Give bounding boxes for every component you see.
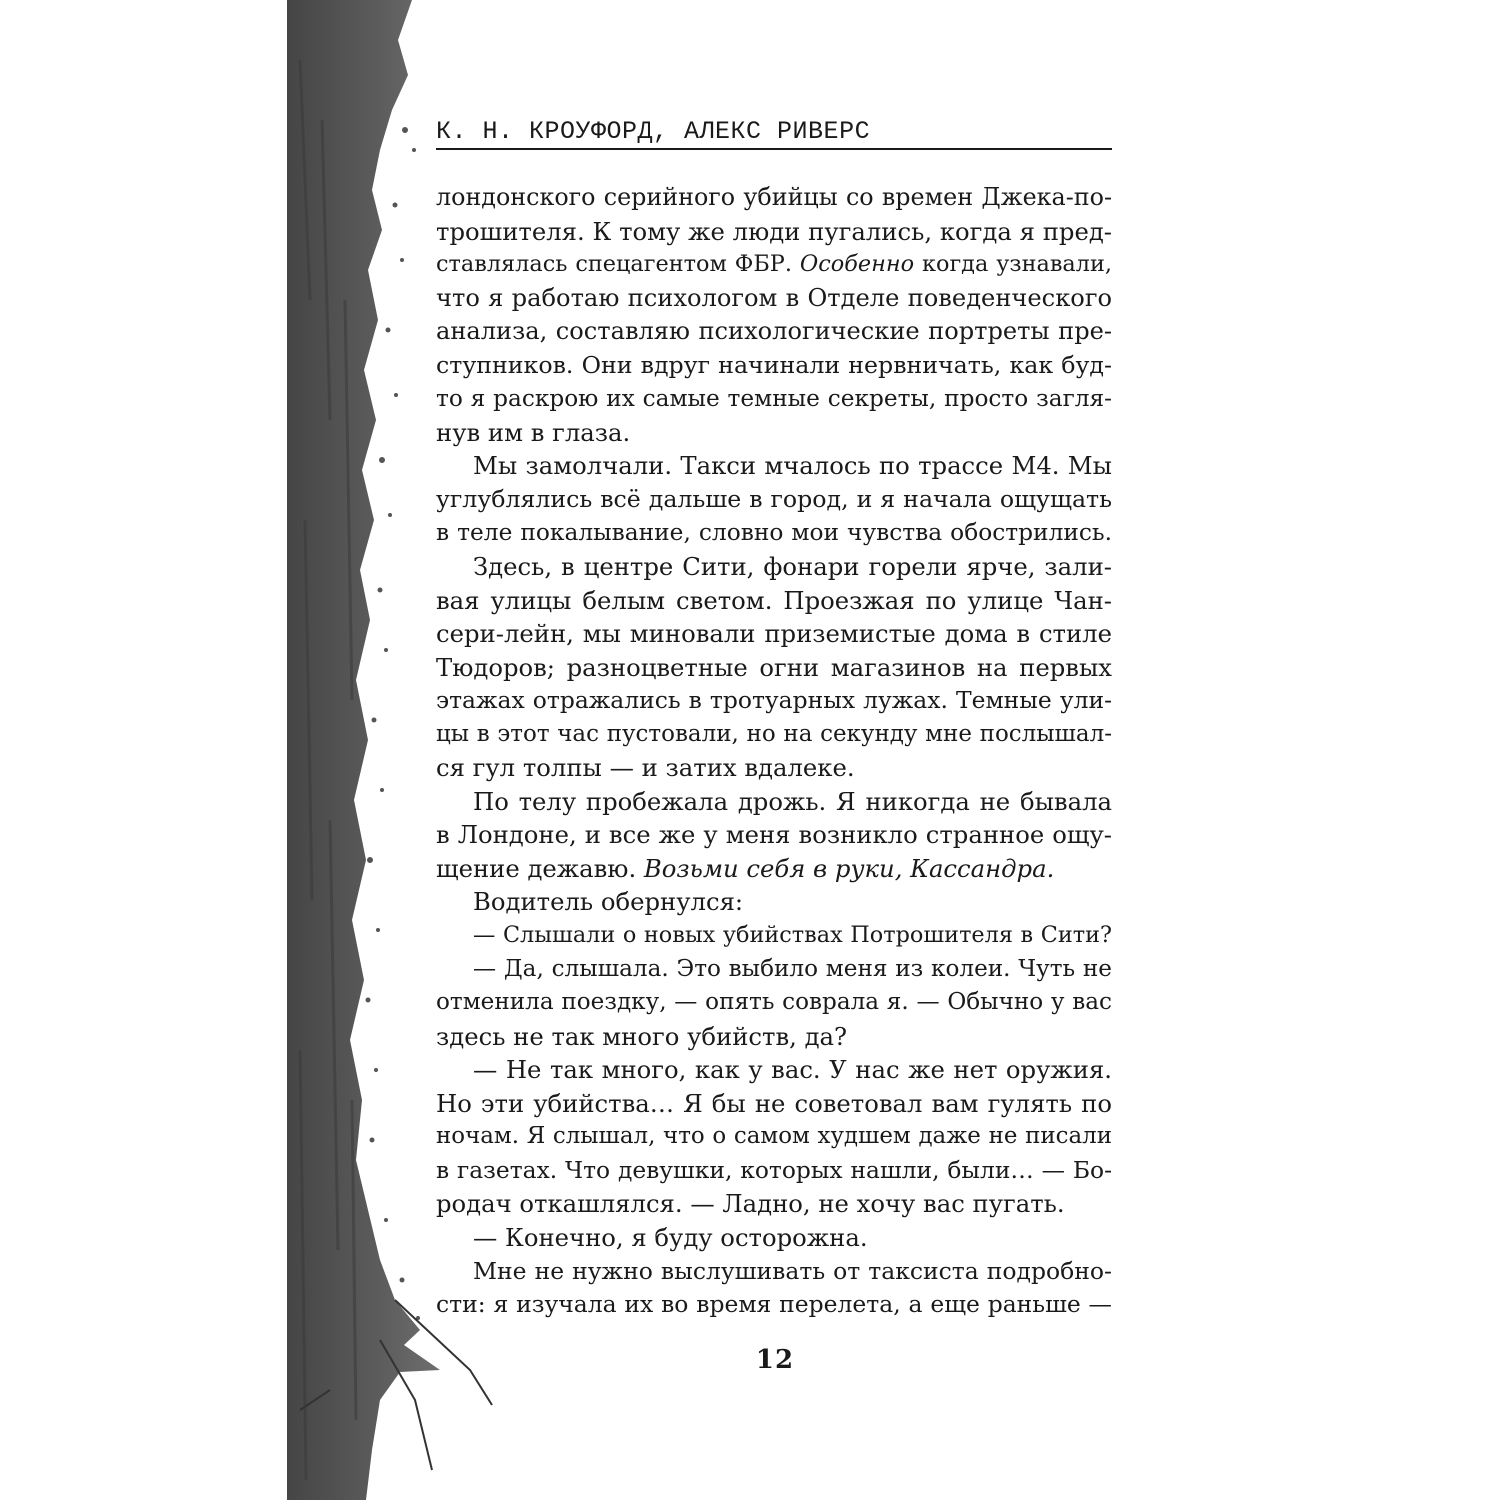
text-line: лондонского серийного убийцы со времен Джека-по-	[436, 183, 1112, 211]
page-number: 12	[755, 1345, 795, 1375]
text-line: Но эти убийства… Я бы не советовал вам гулять по	[436, 1088, 1112, 1118]
italic-emphasis: Возьми себя в руки, Кассандра.	[643, 853, 1055, 883]
text-line: сти: я изучала их во время перелета, а еще раньше —	[436, 1290, 1112, 1319]
text-line: цы в этот час пустовали, но на секунду мне послышал-	[436, 720, 1112, 747]
text-line: ся гул толпы — и затих вдалеке.	[436, 753, 855, 783]
text-line: этажах отражались в тротуарных лужах. Темные ули-	[436, 686, 1112, 715]
text-line: ночам. Я слышал, что о самом худшем даже не писали	[436, 1123, 1112, 1150]
header-rule	[436, 148, 1112, 150]
text-line: Мы замолчали. Такси мчалось по трассе М4. Мы	[473, 451, 1112, 481]
text-line: Здесь, в центре Сити, фонари горели ярче, зали-	[473, 552, 1112, 582]
text-line: ступников. Они вдруг начинали нервничать, как буд-	[436, 350, 1112, 379]
text-line: нув им в глаза.	[436, 417, 631, 447]
text-line: По телу пробежала дрожь. Я никогда не бывала	[473, 786, 1112, 816]
italic-emphasis: Особенно	[799, 251, 915, 278]
text-line: то я раскрою их самые темные секреты, просто загля-	[436, 385, 1112, 413]
text-line: углублялись всё дальше в город, и я начала ощущать	[436, 484, 1112, 513]
running-head-authors: К. Н. КРОУФОРД, АЛЕКС РИВЕРС	[436, 117, 871, 146]
text-line: трошителя. К тому же люди пугались, когда я пред-	[436, 216, 1112, 246]
body-text	[436, 181, 1112, 1322]
text-line: — Не так много, как у вас. У нас же нет оружия.	[473, 1055, 1112, 1085]
text-line: Мне не нужно выслушивать от таксиста подробно-	[473, 1256, 1112, 1285]
text-line: Водитель обернулся:	[473, 887, 744, 917]
text-line: здесь не так много убийств, да?	[436, 1021, 848, 1051]
text-line: отменила поездку, — опять соврала я. — Обычно у вас	[436, 989, 1112, 1016]
text-line: ставлялась спецагентом ФБР. Особенно когда узнавали,	[436, 251, 1112, 278]
text-line: Тюдоров; разноцветные огни магазинов на первых	[436, 652, 1112, 682]
text-line: в теле покалывание, словно мои чувства обострились.	[436, 519, 1112, 547]
text-line: в Лондоне, и все же у меня возникло странное ощу-	[436, 820, 1112, 850]
text-line: что я работаю психологом в Отделе поведенческого	[436, 283, 1112, 312]
text-line: вая улицы белым светом. Проезжая по улице Чан-	[436, 585, 1112, 615]
text-line: — Да, слышала. Это выбило меня из колеи. Чуть не	[473, 955, 1112, 982]
text-line: — Конечно, я буду осторожна.	[473, 1222, 868, 1252]
text-line: щение дежавю. Возьми себя в руки, Кассандра.	[436, 853, 1055, 883]
text-line: сери-лейн, мы миновали приземистые дома в стиле	[436, 619, 1112, 649]
text-line: в газетах. Что девушки, которых нашли, были… — Бо-	[436, 1155, 1112, 1184]
text-line: родач откашлялся. — Ладно, не хочу вас пугать.	[436, 1189, 1065, 1219]
text-line: анализа, составляю психологические портреты пре-	[436, 317, 1112, 346]
text-line: — Слышали о новых убийствах Потрошителя в Сити?	[473, 922, 1112, 949]
